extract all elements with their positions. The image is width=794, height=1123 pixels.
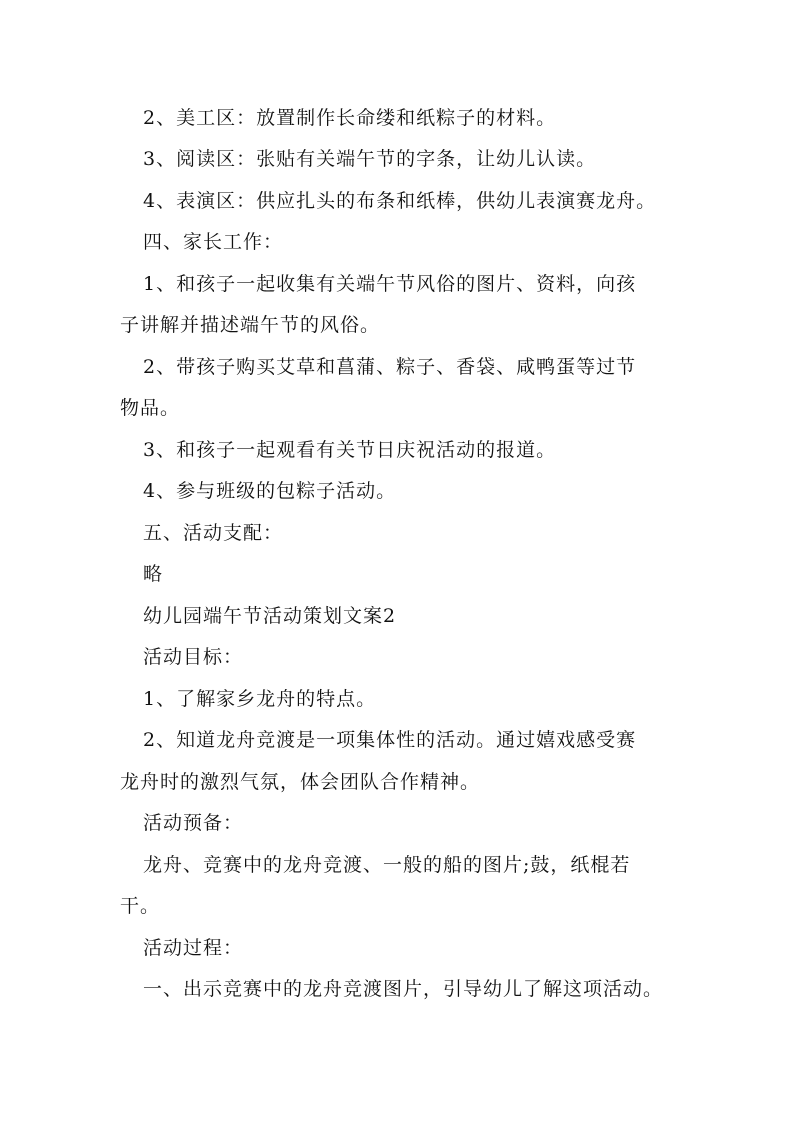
text-line: 3、和孩子一起观看有关节日庆祝活动的报道。 [143,439,557,461]
text-line: 1、和孩子一起收集有关端午节风俗的图片、资料，向孩 [143,273,637,295]
text-line: 1、了解家乡龙舟的特点。 [143,688,377,710]
text-line: 龙舟时的激烈气氛，体会团队合作精神。 [120,771,481,793]
text-line: 2、带孩子购买艾草和菖蒲、粽子、香袋、咸鸭蛋等过节 [143,356,637,378]
section-heading: 活动目标： [143,646,244,668]
text-line: 子讲解并描述端午节的风俗。 [120,314,381,336]
section-heading: 活动过程： [143,937,244,959]
text-line: 4、表演区：供应扎头的布条和纸棒，供幼儿表演赛龙舟。 [143,190,657,212]
document-title: 幼儿园端午节活动策划文案2 [143,605,397,627]
section-heading: 四、家长工作： [143,231,284,253]
text-line: 干。 [120,895,161,917]
text-line: 略 [143,563,164,585]
text-line: 4、参与班级的包粽子活动。 [143,480,397,502]
text-line: 物品。 [120,397,181,419]
section-heading: 五、活动支配： [143,522,284,544]
text-line: 2、美工区：放置制作长命缕和纸粽子的材料。 [143,107,557,129]
text-line: 龙舟、竞赛中的龙舟竞渡、一般的船的图片;鼓，纸棍若 [143,854,631,876]
section-heading: 活动预备： [143,812,244,834]
text-line: 3、阅读区：张贴有关端午节的字条，让幼儿认读。 [143,148,597,170]
text-line: 一、出示竞赛中的龙舟竞渡图片，引导幼儿了解这项活动。 [143,978,664,1000]
text-line: 2、知道龙舟竞渡是一项集体性的活动。通过嬉戏感受赛 [143,729,637,751]
